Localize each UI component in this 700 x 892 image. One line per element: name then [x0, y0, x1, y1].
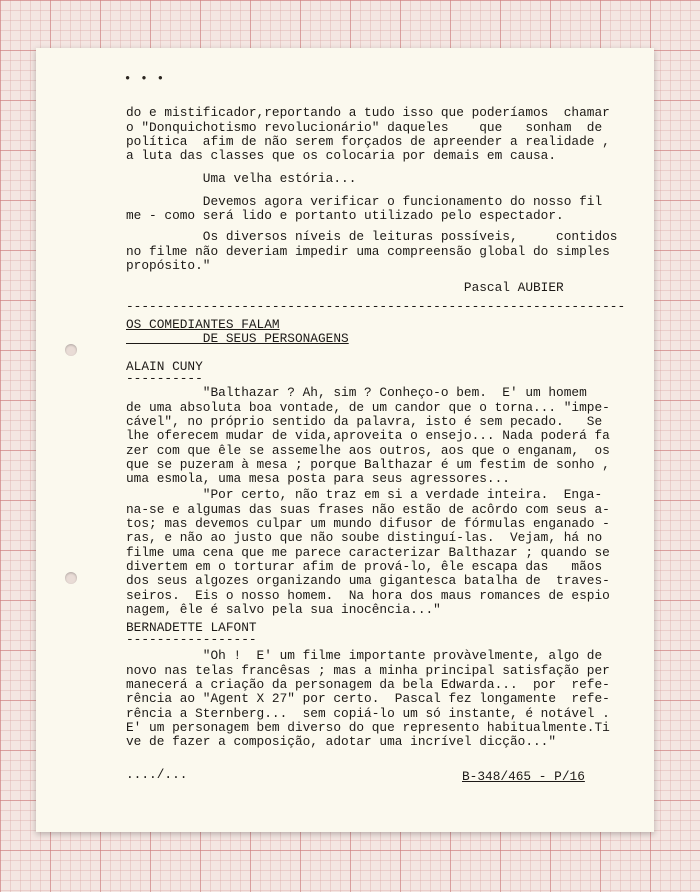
typed-page — [36, 48, 654, 832]
text-line: propósito." — [126, 258, 211, 273]
text-line: zer com que êle se assemelhe aos outros, aos que o enganam, os — [126, 443, 610, 458]
text-line: que se puzeram à mesa ; porque Balthazar é um festim de sonho , — [126, 457, 610, 472]
text-line: a luta das classes que os colocaria por demais em causa. — [126, 148, 557, 163]
text-line: o "Donquichotismo revolucionário" daqueles que sonham de — [126, 120, 603, 135]
text-line: nagem, êle é salvo pela sua inocência..." — [126, 602, 441, 617]
text-line: ve de fazer a composição, adotar uma incrível dicção..." — [126, 734, 557, 749]
text-line: na-se e algumas das suas frases não estão de acôrdo com seus a- — [126, 502, 610, 517]
corner-marks: • • • — [124, 72, 166, 86]
speaker-name: ALAIN CUNY — [126, 359, 203, 374]
speaker-name: BERNADETTE LAFONT — [126, 620, 257, 635]
text-line: no filme não deveriam impedir uma compreensão global do simples — [126, 244, 610, 259]
punch-hole-top — [65, 344, 77, 356]
page-reference: B-348/465 - P/16 — [462, 769, 585, 784]
continuation-mark: ..../... — [126, 767, 188, 782]
text-line: "Oh ! E' um filme importante provàvelmente, algo de — [126, 648, 603, 663]
text-line: Uma velha estória... — [126, 171, 357, 186]
text-line: divertem em o torturar afim de prová-lo, êle escapa das mãos — [126, 559, 603, 574]
text-line: Devemos agora verificar o funcionamento do nosso fil — [126, 194, 603, 209]
text-line: cável", no próprio sentido da palavra, isto é sem pecado. Se — [126, 414, 603, 429]
text-line: do e mistificador,reportando a tudo isso que poderíamos chamar — [126, 105, 610, 120]
text-line: ras, e não ao justo que não soube distinguí-las. Vejam, há no — [126, 530, 603, 545]
text-line: seiros. Eis o nosso homem. Na hora dos maus romances de espio — [126, 588, 610, 603]
section-heading: DE SEUS PERSONAGENS — [126, 331, 349, 346]
text-line: "Por certo, não traz em si a verdade inteira. Enga- — [126, 487, 603, 502]
text-line: tos; mas devemos culpar um mundo difusor de fórmulas enganado - — [126, 516, 610, 531]
text-line: filme uma cena que me parece caracterizar Balthazar ; quando se — [126, 545, 610, 560]
text-line: de uma absoluta boa vontade, de um candor que o torna... "impe- — [126, 400, 610, 415]
text-line: rência ao "Agent X 27" por certo. Pascal fez longamente refe- — [126, 691, 610, 706]
punch-hole-bottom — [65, 572, 77, 584]
text-line: dos seus algozes organizando uma gigantesca batalha de traves- — [126, 573, 610, 588]
speaker-underline: ---------- — [126, 371, 203, 386]
speaker-underline: ----------------- — [126, 632, 257, 647]
text-line: novo nas telas francêsas ; mas a minha principal satisfação per — [126, 663, 610, 678]
text-line: Os diversos níveis de leituras possíveis, contidos — [126, 229, 618, 244]
text-line: "Balthazar ? Ah, sim ? Conheço-o bem. E' um homem — [126, 385, 587, 400]
text-line: lhe oferecem mudar de vida,aproveita o ensejo... Nada poderá fa — [126, 428, 610, 443]
text-line: manecerá a criação da personagem da bela Edwarda... por refe- — [126, 677, 610, 692]
separator-line: ----------------------------------------------------------------- — [126, 299, 626, 314]
text-line: me - como será lido e portanto utilizado pelo espectador. — [126, 208, 564, 223]
section-heading: OS COMEDIANTES FALAM — [126, 317, 280, 332]
text-line: uma esmola, uma mesa posta para seus agressores... — [126, 471, 510, 486]
signature-line: Pascal AUBIER — [126, 280, 564, 295]
text-line: E' um personagem bem diverso do que represento habitualmente.Ti — [126, 720, 610, 735]
text-line: política afim de não serem forçados de apreender a realidade , — [126, 134, 610, 149]
text-line: rência a Sternberg... sem copiá-lo um só instante, é notável . — [126, 706, 610, 721]
